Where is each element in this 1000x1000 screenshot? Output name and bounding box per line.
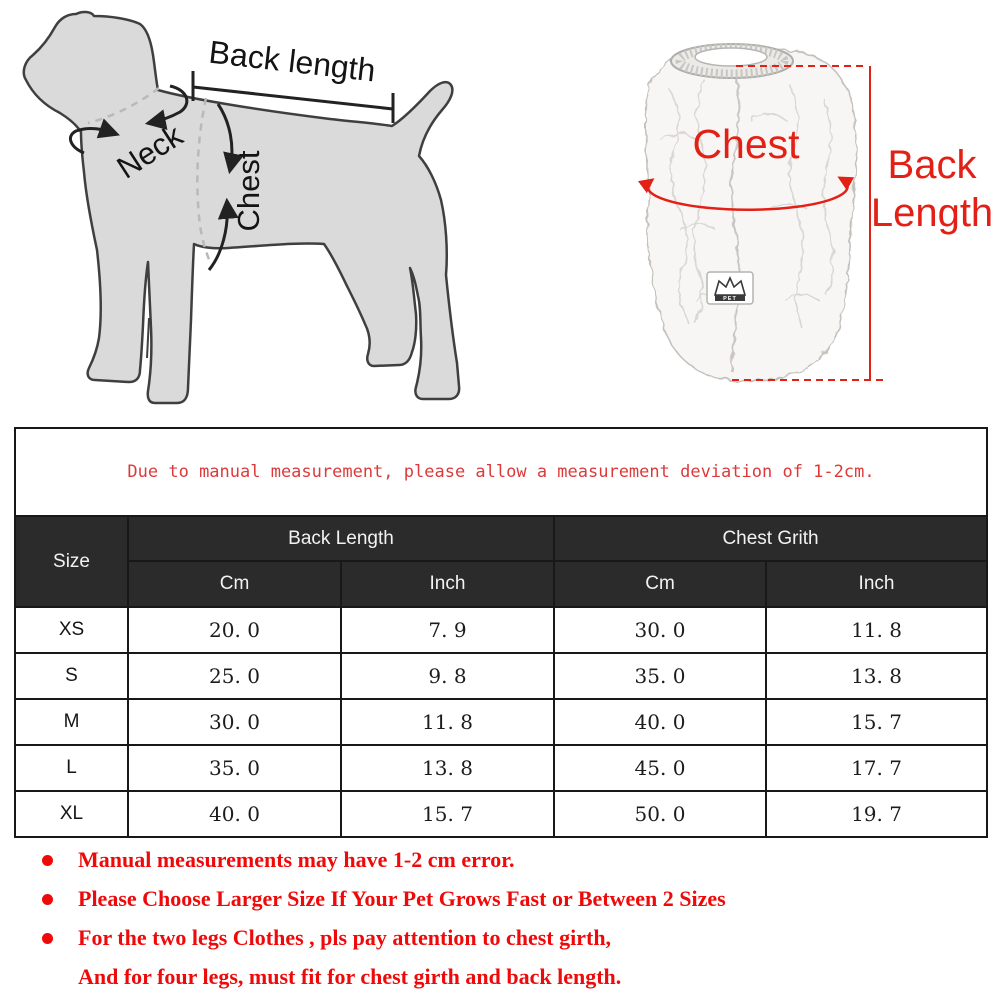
sweater-collar <box>671 44 793 78</box>
chest-inch: 11. 8 <box>766 607 987 653</box>
back-inch: 7. 9 <box>341 607 554 653</box>
dog-measurement-diagram <box>0 0 500 420</box>
table-row <box>15 791 987 837</box>
note-line <box>0 918 1000 957</box>
back-inch: 15. 7 <box>341 791 554 837</box>
note-text: And for four legs, must fit for chest girth and back length. <box>78 964 622 989</box>
size-value: M <box>15 699 128 745</box>
note-line <box>0 879 1000 918</box>
back-length-label: Back length <box>207 33 378 89</box>
header-chest-girth: Chest Grith <box>554 516 987 561</box>
size-value: XS <box>15 607 128 653</box>
bullet-icon <box>42 933 53 944</box>
size-table-section <box>14 427 986 838</box>
chest-cm: 40. 0 <box>554 699 766 745</box>
brand-tag <box>707 272 753 304</box>
table-row <box>15 607 987 653</box>
size-chart-table <box>14 427 988 838</box>
crown-icon <box>715 278 745 295</box>
chest-inch: 17. 7 <box>766 745 987 791</box>
table-row <box>15 653 987 699</box>
usage-notes <box>0 840 1000 996</box>
back-inch: 13. 8 <box>341 745 554 791</box>
chest-cm: 45. 0 <box>554 745 766 791</box>
table-header-row <box>15 516 987 561</box>
chest-inch: 15. 7 <box>766 699 987 745</box>
back-cm: 35. 0 <box>128 745 341 791</box>
neck-label: Neck <box>110 117 189 186</box>
size-value: S <box>15 653 128 699</box>
note-line <box>0 840 1000 879</box>
measurement-note: Due to manual measurement, please allow a measurement deviation of 1-2cm. <box>15 428 987 516</box>
table-row <box>15 745 987 791</box>
table-subheader-row <box>15 561 987 607</box>
header-cm: Cm <box>554 561 766 607</box>
header-cm: Cm <box>128 561 341 607</box>
product-back-label-line1: Back <box>887 143 977 187</box>
note-text: Manual measurements may have 1-2 cm error. <box>78 847 515 872</box>
table-note-row <box>15 428 987 516</box>
header-inch: Inch <box>341 561 554 607</box>
chest-cm: 50. 0 <box>554 791 766 837</box>
back-cm: 25. 0 <box>128 653 341 699</box>
bullet-icon <box>42 855 53 866</box>
back-cm: 40. 0 <box>128 791 341 837</box>
note-line <box>0 957 1000 996</box>
header-back-length: Back Length <box>128 516 554 561</box>
table-row <box>15 699 987 745</box>
product-photo-annotated <box>600 0 1000 420</box>
bullet-icon <box>42 894 53 905</box>
front-leg-crease <box>147 318 149 358</box>
header-size: Size <box>15 516 128 607</box>
header-inch: Inch <box>766 561 987 607</box>
size-value: XL <box>15 791 128 837</box>
back-cm: 20. 0 <box>128 607 341 653</box>
back-inch: 9. 8 <box>341 653 554 699</box>
product-back-label-line2: Length <box>870 191 994 235</box>
back-cm: 30. 0 <box>128 699 341 745</box>
tag-label: PET <box>723 296 737 302</box>
chest-inch: 19. 7 <box>766 791 987 837</box>
chest-cm: 35. 0 <box>554 653 766 699</box>
chest-label: Chest <box>231 150 266 232</box>
chest-inch: 13. 8 <box>766 653 987 699</box>
note-text: For the two legs Clothes , pls pay attention to chest girth, <box>78 925 612 950</box>
product-chest-label: Chest <box>692 121 800 167</box>
back-inch: 11. 8 <box>341 699 554 745</box>
sweater-body <box>646 50 857 381</box>
size-value: L <box>15 745 128 791</box>
chest-cm: 30. 0 <box>554 607 766 653</box>
note-text: Please Choose Larger Size If Your Pet Grows Fast or Between 2 Sizes <box>78 886 726 911</box>
